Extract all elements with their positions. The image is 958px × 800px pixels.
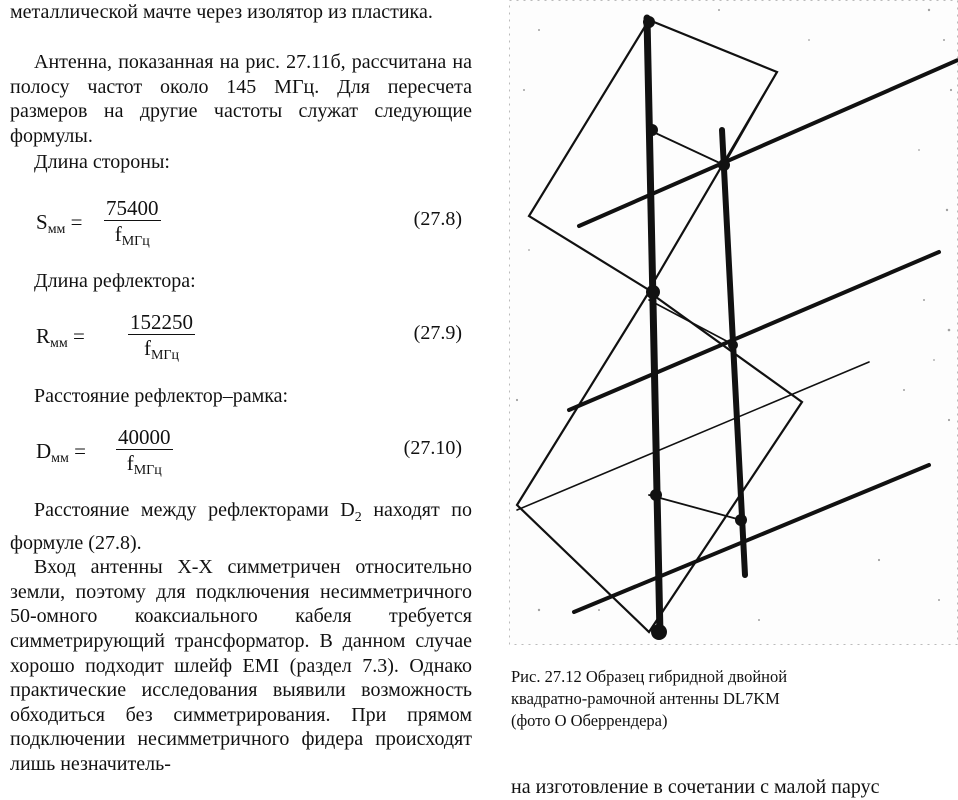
right-column-continuation: на изготовление в сочетании с малой парус (511, 776, 880, 798)
formula-denominator: $f_{МГц}$ (114, 222, 150, 249)
paragraph-input-text: Вход антенны X-X симметричен относительно земли, поэтому для подключения несимметричного 50-омного коаксиального кабеля требуется симметрирующий трансформатор. В данном случае хорошо подходит шлейф EMI (раздел 7.3). Однако практические исследования выявили возможность обходиться без симметрирования. При прямом подключении несимметричного фидера происходят лишь незначитель- (10, 556, 472, 775)
formula-fraction (104, 196, 161, 255)
paragraph-d2: Расстояние между рефлекторами $D_2$ находят по формуле (27.8). (10, 499, 472, 554)
equation-number: (27.9) (413, 322, 462, 344)
caption-line: квадратно-рамочной антенны DL7KM (511, 689, 780, 708)
formula-fraction (116, 425, 173, 484)
paragraph-antenna (10, 50, 472, 148)
paragraph-input (10, 555, 472, 776)
formula-lhs: $S_{мм}$ = (36, 210, 83, 237)
paragraph-block-bottom (10, 498, 472, 777)
paragraph-intro-text: металлической мачте через изолятор из пластика. (10, 1, 433, 23)
antenna-photo-drawing (509, 0, 958, 645)
formula-lhs: $D_{мм}$ = (36, 439, 86, 466)
formula-numerator: 40000 (118, 425, 171, 449)
formula-numerator: 75400 (106, 196, 159, 220)
formula-27-8 (36, 196, 472, 256)
label-reflector-frame-distance: Расстояние рефлектор–рамка: (34, 385, 289, 407)
formula-denominator: $f_{МГц}$ (126, 451, 162, 478)
figure-caption (511, 666, 951, 732)
label-reflector-length: Длина рефлектора: (34, 270, 196, 292)
formula-denominator: $f_{МГц}$ (143, 336, 180, 363)
antenna-photo (509, 0, 958, 645)
formula-fraction (128, 310, 195, 369)
equation-number: (27.10) (403, 437, 462, 459)
formula-27-9 (36, 310, 472, 370)
caption-line: (фото О Оберрендера) (511, 711, 668, 730)
paragraph-intro (10, 0, 433, 25)
paragraph-antenna-text: Антенна, показанная на рис. 27.11б, рассчитана на полосу частот около 145 МГц. Для пересчета размеров на другие частоты служат следующие формулы. (10, 51, 472, 147)
caption-line: Рис. 27.12 Образец гибридной двойной (511, 667, 788, 686)
formula-numerator: 152250 (130, 310, 193, 334)
equation-number: (27.8) (413, 208, 462, 230)
formula-lhs: $R_{мм}$ = (36, 324, 85, 351)
formula-27-10 (36, 425, 472, 485)
label-side-length: Длина стороны: (34, 151, 170, 173)
